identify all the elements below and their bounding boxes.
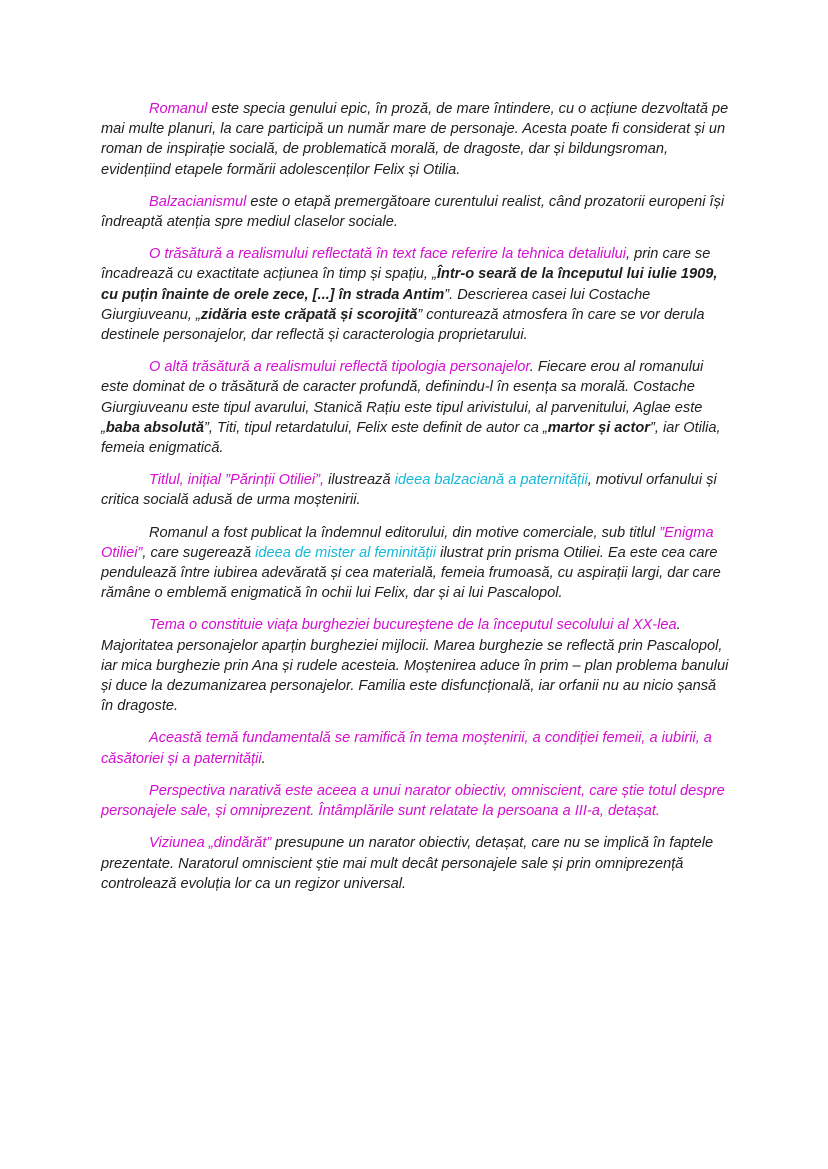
highlight-key-term: Tema o constituie viața burgheziei bucureștene de la începutul secolului al XX-lea: [149, 617, 677, 634]
bold-quote: zidăria este crăpată și scorojită: [200, 306, 418, 323]
highlight-key-term: Balzacianismul: [149, 193, 247, 210]
body-text: ilustrează: [324, 472, 395, 489]
highlight-idea: ideea de mister al feminității: [255, 544, 437, 561]
highlight-idea: ideea balzaciană a paternității: [394, 472, 588, 489]
body-text: este o etapă premergătoare curentului realist, când prozatorii europeni își îndreaptă atenția spre mediul claselor sociale.: [101, 193, 725, 231]
paragraph-p3: [101, 244, 729, 345]
paragraph-p7: [101, 615, 729, 716]
body-text: este specia genului epic, în proză, de mare întindere, cu o acțiune dezvoltată pe mai multe planuri, la care participă un număr mare de personaje. Acesta poate fi considerat și un roman de inspirație socială, de problematică morală, de dragoste, dar și bildungsroman, evidențiind etapele formării adolescenților Felix și Otilia.: [101, 101, 729, 178]
body-text: .: [261, 750, 266, 767]
highlight-key-term: Titlul, inițial ”Părinții Otiliei”,: [149, 472, 325, 489]
paragraph-p9: [101, 781, 729, 821]
highlight-key-term: Romanul: [149, 101, 208, 117]
paragraph-p6: [101, 523, 729, 604]
paragraph-p4: [101, 357, 729, 458]
body-text: ”, iar Otilia, femeia enigmatică.: [101, 419, 721, 457]
highlight-key-term: Perspectiva narativă este aceea a unui narator obiectiv, omniscient, care știe totul despre personajele sale, și omniprezent. Întâmplările sunt relatate la persoana a III-a, detașat.: [101, 782, 725, 820]
highlight-key-term: O trăsătură a realismului reflectată în text face referire la tehnica detaliului: [149, 246, 626, 263]
body-text: ilustrat prin prisma Otiliei. Ea este cea care pendulează între iubirea adevărată și cea materială, femeia frumoasă, cu aspirații largi, dar care rămâne o emblemă enigmatică în ochii lui Felix, dar și ai lui Pascalopol.: [101, 544, 721, 602]
paragraph-p10: [101, 833, 729, 894]
body-text: ”. Descrierea casei lui Costache Giurgiuveanu, „: [101, 286, 651, 323]
highlight-key-term: ”Enigma Otiliei”: [101, 524, 714, 561]
bold-quote: baba absolută: [105, 419, 204, 436]
paragraph-p8: [101, 728, 729, 768]
document-body: [101, 99, 729, 906]
paragraph-p2: [101, 192, 729, 232]
body-text: , care sugerează: [142, 544, 256, 561]
body-text: ”, Titi, tipul retardatului, Felix este definit de autor ca „: [204, 419, 548, 436]
paragraph-p5: [101, 470, 729, 510]
body-text: , motivul orfanului și critica socială adusă de urma moștenirii.: [101, 472, 717, 509]
paragraph-p1: [101, 99, 729, 180]
bold-quote: martor și actor: [547, 419, 650, 436]
highlight-key-term: O altă trăsătură a realismului reflectă tipologia personajelor: [149, 359, 530, 376]
body-text: , prin care se încadrează cu exactitate acțiunea în timp și spațiu, „: [101, 246, 711, 283]
bold-quote: Într-o seară de la începutul lui iulie 1909, cu puțin înainte de orele zece, [...] în strada Antim: [101, 266, 718, 303]
body-text: . Fiecare erou al romanului este dominat de o trăsătură de caracter profundă, definindu-l în esența sa morală. Costache Giurgiuveanu este tipul avarului, Stanică Rațiu este tipul arivistului, al parvenitului, Aglae este „: [101, 359, 704, 436]
body-text: . Majoritatea personajelor aparțin burgheziei mijlocii. Marea burghezie se reflectă prin Pascalopol, iar mica burghezie prin Ana și rudele acesteia. Moștenirea aduce în prim – plan problema banului și duce la dezumanizarea personajelor. Familia este disfuncțională, iar orfanii nu au nicio șansă în dragoste.: [101, 617, 729, 715]
body-text: ” conturează atmosfera în care se vor derula destinele personajelor, dar reflectă și caracterologia proprietarului.: [101, 306, 705, 344]
highlight-key-term: Această temă fundamentală se ramifică în tema moștenirii, a condiției femeii, a iubirii, a căsătoriei și a paternității: [101, 730, 712, 767]
body-text: Romanul a fost publicat la îndemnul editorului, din motive comerciale, sub titlul: [149, 524, 660, 541]
highlight-key-term: Viziunea „dindărăt”: [149, 835, 272, 852]
body-text: presupune un narator obiectiv, detașat, care nu se implică în faptele prezentate. Naratorul omniscient știe mai mult decât personajele sale și prin omniprezență controlează evoluția lor ca un regizor universal.: [101, 835, 714, 892]
